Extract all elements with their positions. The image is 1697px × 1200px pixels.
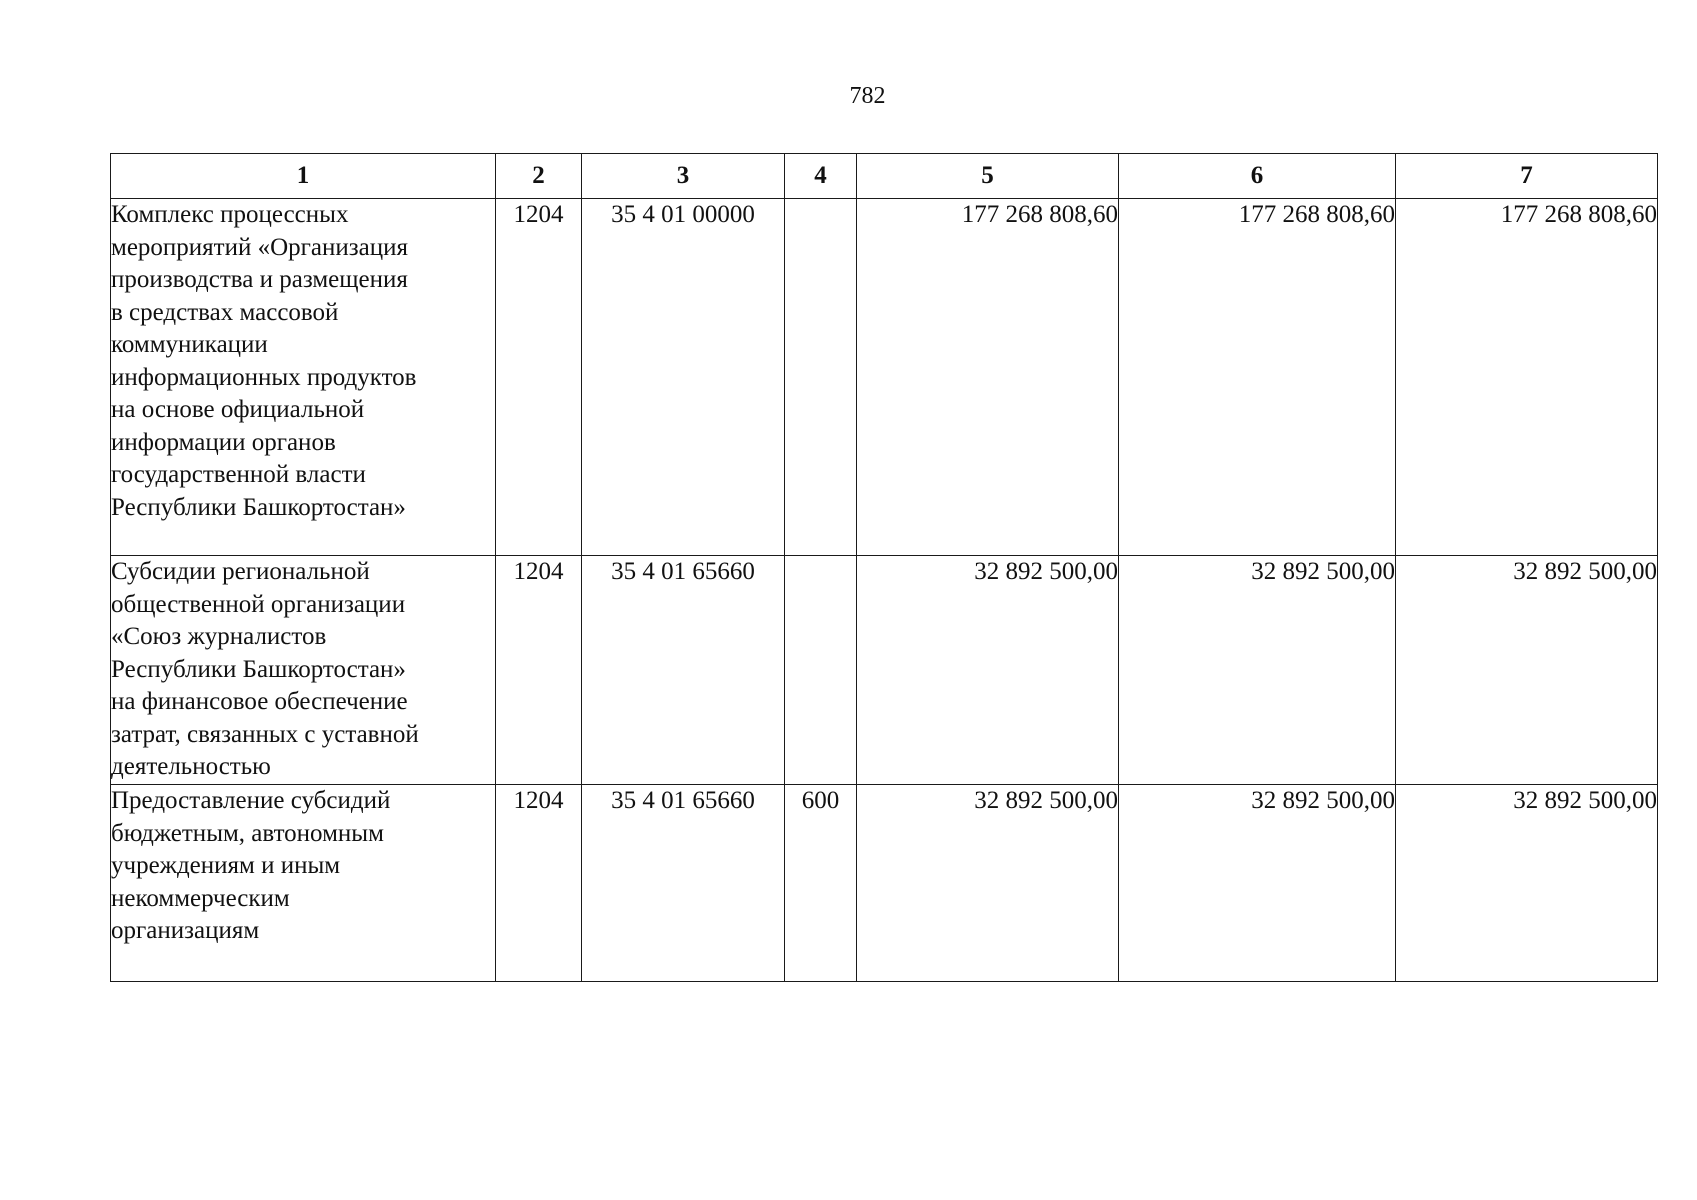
description-line: Субсидии региональной	[111, 558, 370, 585]
description-line: деятельностью	[111, 753, 271, 780]
amount-col-5: 177 268 808,60	[857, 199, 1119, 556]
description-line: Республики Башкортостан»	[111, 655, 406, 683]
row-description	[111, 556, 496, 785]
description-line: некоммерческим	[111, 884, 290, 912]
row-description	[111, 199, 496, 556]
amount-col-7: 32 892 500,00	[1396, 556, 1658, 785]
description-line: «Союз журналистов	[111, 623, 327, 650]
column-header: 2	[496, 154, 582, 199]
section-code: 1204	[496, 199, 582, 556]
amount-col-7: 32 892 500,00	[1396, 785, 1658, 982]
description-line: на финансовое обеспечение	[111, 688, 408, 715]
description-line: государственной власти	[111, 461, 366, 488]
description-line: затрат, связанных с уставной	[111, 720, 419, 748]
description-line: информации органов	[111, 428, 336, 456]
column-header: 5	[857, 154, 1119, 199]
expense-type-code	[785, 556, 857, 785]
description-line: производства и размещения	[111, 266, 408, 293]
description-line: Республики Башкортостан»	[111, 493, 406, 521]
expense-type-code	[785, 199, 857, 556]
description-line: Предоставление субсидий	[111, 787, 391, 814]
column-header: 1	[111, 154, 496, 199]
column-header: 3	[582, 154, 785, 199]
description-line: Комплекс процессных	[111, 201, 349, 228]
table-row	[111, 785, 1658, 982]
column-header: 7	[1396, 154, 1658, 199]
row-description	[111, 785, 496, 982]
description-line: общественной организации	[111, 590, 406, 618]
section-code: 1204	[496, 556, 582, 785]
column-header: 6	[1119, 154, 1396, 199]
amount-col-5: 32 892 500,00	[857, 785, 1119, 982]
description-line: информационных продуктов	[111, 363, 417, 391]
description-line: организациям	[111, 917, 260, 944]
amount-col-6: 32 892 500,00	[1119, 785, 1396, 982]
table-row	[111, 199, 1658, 556]
table-row	[111, 556, 1658, 785]
budget-table	[110, 153, 1658, 982]
description-line: в средствах массовой	[111, 298, 339, 326]
description-line: на основе официальной	[111, 396, 365, 423]
section-code: 1204	[496, 785, 582, 982]
description-line: учреждениям и иным	[111, 852, 341, 879]
table-header-row	[111, 154, 1658, 199]
description-line: мероприятий «Организация	[111, 233, 408, 261]
amount-col-5: 32 892 500,00	[857, 556, 1119, 785]
page-number: 782	[849, 83, 886, 109]
target-article-code: 35 4 01 00000	[582, 199, 785, 556]
column-header: 4	[785, 154, 857, 199]
target-article-code: 35 4 01 65660	[582, 785, 785, 982]
amount-col-6: 32 892 500,00	[1119, 556, 1396, 785]
target-article-code: 35 4 01 65660	[582, 556, 785, 785]
description-line: бюджетным, автономным	[111, 819, 384, 847]
expense-type-code: 600	[785, 785, 857, 982]
amount-col-6: 177 268 808,60	[1119, 199, 1396, 556]
amount-col-7: 177 268 808,60	[1396, 199, 1658, 556]
description-line: коммуникации	[111, 331, 268, 358]
